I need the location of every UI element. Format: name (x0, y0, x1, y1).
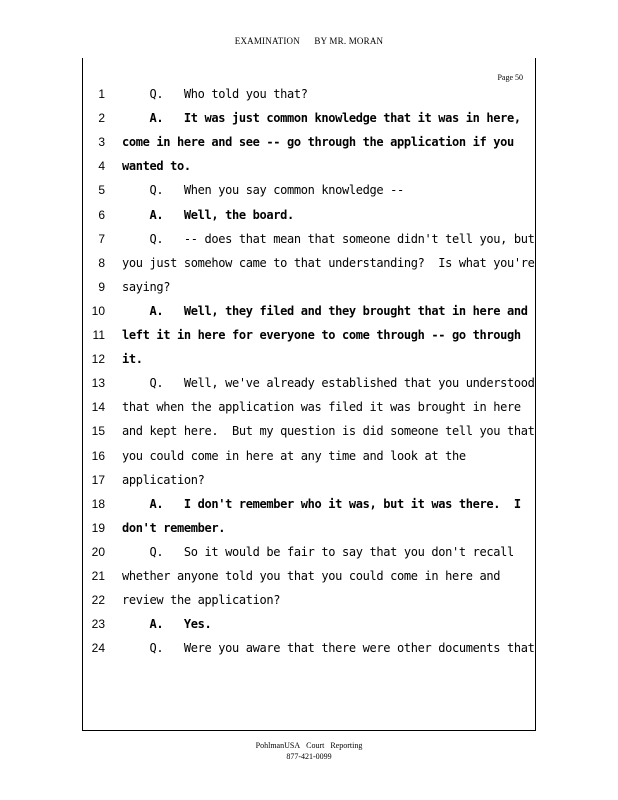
line-number: 6 (98, 207, 105, 222)
footer-phone: 877-421-0099 (286, 752, 332, 761)
question-text: saying? (122, 279, 171, 294)
transcript-line (0, 132, 618, 156)
transcript-line (0, 421, 618, 445)
transcript-line (0, 470, 618, 494)
footer-company: PohlmanUSA (255, 741, 301, 750)
transcript-line (0, 349, 618, 373)
line-number: 15 (91, 424, 105, 439)
answer-text: don't remember. (122, 520, 226, 535)
footer-court: Court (306, 741, 325, 750)
transcript-line (0, 156, 618, 180)
transcript-line (0, 301, 618, 325)
line-number: 14 (91, 400, 105, 415)
transcript-line (0, 542, 618, 566)
page-number: Page 50 (497, 73, 523, 82)
line-number: 21 (91, 569, 105, 583)
page-header (0, 36, 618, 46)
question-text: application? (122, 472, 205, 487)
question-text: whether anyone told you that you could come in here and (122, 569, 501, 583)
question-text: Q. When you say common knowledge -- (122, 183, 404, 198)
question-text: you could come in here at any time and look at the (122, 448, 466, 463)
transcript-line (0, 518, 618, 542)
line-number: 17 (91, 472, 105, 487)
question-text: Q. -- does that mean that someone didn't tell you, but (122, 231, 535, 246)
answer-text: come in here and see -- go through the application if you (122, 135, 514, 150)
line-number: 23 (91, 617, 105, 632)
transcript-line (0, 614, 618, 638)
transcript-line (0, 205, 618, 229)
answer-text: A. Yes. (122, 617, 212, 632)
question-text: Q. Well, we've already established that you understood (122, 376, 535, 391)
line-number: 16 (91, 448, 105, 463)
transcript-line (0, 397, 618, 421)
transcript-line (0, 494, 618, 518)
question-text: you just somehow came to that understanding? Is what you're (122, 255, 535, 270)
line-number: 13 (91, 376, 105, 391)
line-number: 5 (98, 183, 105, 198)
transcript-line (0, 108, 618, 132)
line-number: 20 (91, 544, 105, 559)
transcript-line (0, 253, 618, 277)
line-number: 12 (91, 352, 105, 367)
line-number: 1 (98, 87, 105, 101)
transcript-line (0, 277, 618, 301)
transcript-line (0, 325, 618, 349)
line-number: 8 (98, 255, 105, 270)
footer-reporting: Reporting (330, 741, 363, 750)
line-number: 22 (91, 593, 105, 608)
transcript-line (0, 638, 618, 662)
answer-text: left it in here for everyone to come through -- go through (122, 328, 521, 342)
transcript-line (0, 229, 618, 253)
line-number: 2 (98, 111, 105, 126)
question-text: Q. Who told you that? (122, 87, 308, 101)
page-footer (0, 740, 618, 762)
line-number: 3 (98, 135, 105, 150)
transcript-line (0, 180, 618, 204)
line-number: 4 (98, 159, 105, 174)
transcript-line (0, 566, 618, 590)
header-examiner: BY MR. MORAN (314, 36, 384, 46)
question-text: and kept here. But my question is did someone tell you that (122, 424, 535, 439)
transcript-line (0, 373, 618, 397)
line-number: 24 (91, 641, 105, 656)
line-number: 10 (91, 303, 105, 318)
answer-text: A. Well, the board. (122, 207, 294, 222)
header-examination: EXAMINATION (234, 36, 300, 46)
question-text: that when the application was filed it was brought in here (122, 400, 521, 415)
question-text: review the application? (122, 593, 281, 608)
question-text: Q. Were you aware that there were other documents that (122, 641, 535, 656)
transcript-line (0, 84, 618, 108)
line-number: 18 (91, 496, 105, 511)
transcript-line (0, 590, 618, 614)
answer-text: A. Well, they filed and they brought that in here and (122, 303, 528, 318)
answer-text: wanted to. (122, 159, 191, 174)
answer-text: A. I don't remember who it was, but it was there. I (122, 496, 521, 511)
answer-text: it. (122, 352, 143, 367)
transcript-line (0, 446, 618, 470)
question-text: Q. So it would be fair to say that you don't recall (122, 544, 514, 559)
line-number: 9 (98, 279, 105, 294)
line-number: 11 (92, 328, 105, 342)
line-number: 7 (98, 231, 105, 246)
line-number: 19 (91, 520, 105, 535)
answer-text: A. It was just common knowledge that it was in here, (122, 111, 521, 126)
